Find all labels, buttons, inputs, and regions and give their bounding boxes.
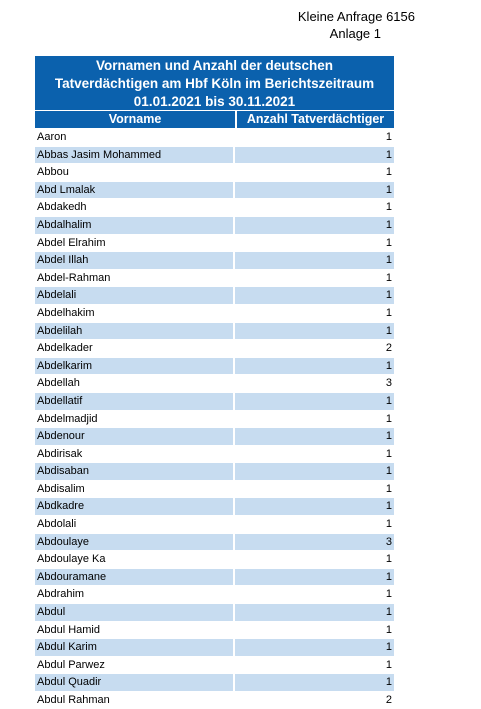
table-row [35, 585, 394, 603]
suspect-count-cell: 1 [385, 447, 392, 460]
table-row [35, 427, 394, 445]
suspect-count-cell: 1 [385, 482, 392, 495]
suspect-count-cell: 1 [235, 498, 394, 515]
suspect-count-cell: 1 [235, 147, 394, 164]
first-name-cell: Abdul Rahman [35, 692, 235, 709]
first-name-cell: Abdalhalim [35, 217, 235, 234]
first-name-cell: Abdul Parwez [35, 657, 235, 674]
table-row [35, 392, 394, 410]
table-row [35, 462, 394, 480]
first-name-cell: Abdrahim [35, 586, 235, 603]
table-row [35, 480, 394, 498]
suspect-count-cell: 1 [235, 463, 394, 480]
table-title-line-3: 01.01.2021 bis 30.11.2021 [133, 94, 296, 109]
first-name-cell: Abdul [35, 604, 235, 621]
attachment-label: Anlage 1 [329, 26, 381, 41]
first-name-cell: Abdoulaye Ka [35, 551, 235, 568]
table-row [35, 621, 394, 639]
table-title-line-1: Vornamen und Anzahl der deutschen [95, 58, 334, 73]
first-name-cell: Abdouramane [35, 569, 235, 586]
suspect-count-cell: 1 [235, 182, 394, 199]
table-row [35, 673, 394, 691]
table-row [35, 515, 394, 533]
table-row [35, 251, 394, 269]
table-row [35, 128, 394, 146]
first-name-cell: Abdoulaye [35, 534, 235, 551]
document-reference: Kleine Anfrage 6156 [297, 9, 415, 24]
table-row [35, 568, 394, 586]
suspect-count-cell: 1 [385, 306, 392, 319]
suspect-count-cell: 3 [385, 377, 392, 390]
first-name-cell: Abdelmadjid [35, 411, 235, 428]
first-name-cell: Abdelkader [35, 340, 235, 357]
suspect-count-cell: 1 [385, 412, 392, 425]
first-name-cell: Abdelkarim [35, 358, 235, 375]
suspect-count-cell: 1 [385, 131, 392, 143]
suspect-count-cell: 1 [235, 323, 394, 340]
table-row [35, 146, 394, 164]
suspect-count-cell: 1 [385, 588, 392, 601]
first-name-cell: Abdolali [35, 516, 235, 533]
first-name-cell: Abdellatif [35, 393, 235, 410]
column-header-name: Vorname [35, 111, 237, 128]
suspect-count-cell: 2 [385, 342, 392, 355]
table-row [35, 286, 394, 304]
suspect-count-cell: 1 [385, 271, 392, 284]
first-name-cell: Abbas Jasim Mohammed [35, 147, 235, 164]
suspect-count-cell: 1 [385, 553, 392, 566]
suspect-count-cell: 3 [235, 534, 394, 551]
suspect-count-cell: 1 [385, 658, 392, 671]
table-row [35, 269, 394, 287]
first-name-cell: Abd Lmalak [35, 182, 235, 199]
table-row [35, 603, 394, 621]
suspect-count-cell: 1 [235, 428, 394, 445]
table-row [35, 497, 394, 515]
table-row [35, 163, 394, 181]
first-name-cell: Abdelali [35, 287, 235, 304]
first-name-cell: Abdel Illah [35, 252, 235, 269]
suspect-count-cell: 1 [385, 236, 392, 249]
suspect-count-cell: 1 [235, 393, 394, 410]
table-row [35, 638, 394, 656]
names-table [35, 56, 394, 709]
table-row [35, 357, 394, 375]
table-body [35, 128, 394, 709]
table-row [35, 410, 394, 428]
table-row [35, 304, 394, 322]
table-row [35, 181, 394, 199]
table-row [35, 656, 394, 674]
first-name-cell: Abdellah [35, 375, 235, 392]
suspect-count-cell: 1 [385, 166, 392, 179]
suspect-count-cell: 1 [385, 201, 392, 214]
suspect-count-cell: 1 [235, 358, 394, 375]
first-name-cell: Abdelilah [35, 323, 235, 340]
first-name-cell: Abdirisak [35, 446, 235, 463]
table-title [35, 56, 394, 110]
suspect-count-cell: 1 [235, 639, 394, 656]
suspect-count-cell: 2 [385, 694, 392, 706]
table-header-row [35, 110, 394, 128]
first-name-cell: Abdel Elrahim [35, 235, 235, 252]
first-name-cell: Abdisalim [35, 481, 235, 498]
column-header-count: Anzahl Tatverdächtiger [237, 111, 394, 128]
table-row [35, 445, 394, 463]
suspect-count-cell: 1 [385, 518, 392, 531]
table-row [35, 374, 394, 392]
first-name-cell: Abdakedh [35, 199, 235, 216]
suspect-count-cell: 1 [385, 623, 392, 636]
table-row [35, 216, 394, 234]
first-name-cell: Abdkadre [35, 498, 235, 515]
table-row [35, 198, 394, 216]
table-row [35, 550, 394, 568]
first-name-cell: Abbou [35, 164, 235, 181]
first-name-cell: Abdenour [35, 428, 235, 445]
suspect-count-cell: 1 [235, 217, 394, 234]
table-row [35, 339, 394, 357]
suspect-count-cell: 1 [235, 287, 394, 304]
first-name-cell: Abdul Karim [35, 639, 235, 656]
suspect-count-cell: 1 [235, 674, 394, 691]
first-name-cell: Abdul Quadir [35, 674, 235, 691]
suspect-count-cell: 1 [235, 252, 394, 269]
first-name-cell: Aaron [35, 129, 235, 146]
table-title-line-2: Tatverdächtigen am Hbf Köln im Berichtszeitraum [54, 76, 375, 91]
first-name-cell: Abdul Hamid [35, 622, 235, 639]
table-row [35, 533, 394, 551]
table-row [35, 691, 394, 709]
table-row [35, 234, 394, 252]
suspect-count-cell: 1 [235, 604, 394, 621]
first-name-cell: Abdel-Rahman [35, 270, 235, 287]
table-row [35, 322, 394, 340]
first-name-cell: Abdisaban [35, 463, 235, 480]
first-name-cell: Abdelhakim [35, 305, 235, 322]
suspect-count-cell: 1 [235, 569, 394, 586]
